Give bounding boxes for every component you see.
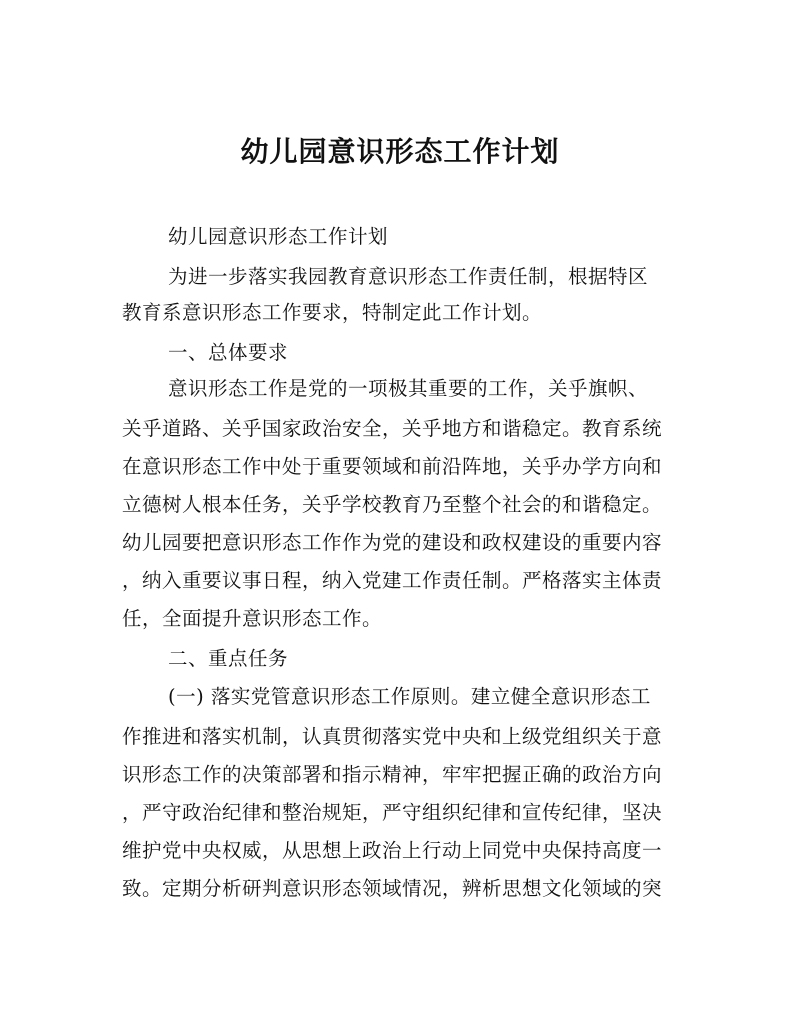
body-line-subtitle: 幼儿园意识形态工作计划 (168, 225, 389, 248)
document-title: 幼儿园意识形态工作计划 (240, 135, 560, 168)
body-line: 幼儿园要把意识形态工作作为党的建设和政权建设的重要内容 (122, 531, 663, 554)
body-line: 致。定期分析研判意识形态领域情况，辨析思想文化领域的突 (122, 877, 663, 900)
body-line: 教育系意识形态工作要求，特制定此工作计划。 (122, 301, 543, 324)
body-line: 为进一步落实我园教育意识形态工作责任制，根据特区 (168, 265, 649, 288)
body-line: 识形态工作的决策部署和指示精神，牢牢把握正确的政治方向 (122, 763, 663, 786)
body-line: 意识形态工作是党的一项极其重要的工作，关乎旗帜、 (168, 377, 649, 400)
body-line: 维护党中央权威，从思想上政治上行动上同党中央保持高度一 (122, 839, 663, 862)
body-line: 作推进和落实机制，认真贯彻落实党中央和上级党组织关于意 (122, 725, 663, 748)
body-line: (一) 落实党管意识形态工作原则。建立健全意识形态工 (168, 685, 651, 708)
section-heading-overall: 一、总体要求 (168, 341, 289, 364)
body-line: 任，全面提升意识形态工作。 (122, 607, 383, 630)
section-heading-tasks: 二、重点任务 (168, 647, 289, 670)
body-line: 关乎道路、关乎国家政治安全，关乎地方和谐稳定。教育系统 (122, 417, 663, 440)
body-line: 在意识形态工作中处于重要领域和前沿阵地，关乎办学方向和 (122, 455, 663, 478)
body-line: ，严守政治纪律和整治规矩，严守组织纪律和宣传纪律，坚决 (122, 801, 663, 824)
body-line: 立德树人根本任务，关乎学校教育乃至整个社会的和谐稳定。 (122, 493, 663, 516)
body-line: ，纳入重要议事日程，纳入党建工作责任制。严格落实主体责 (122, 569, 663, 592)
